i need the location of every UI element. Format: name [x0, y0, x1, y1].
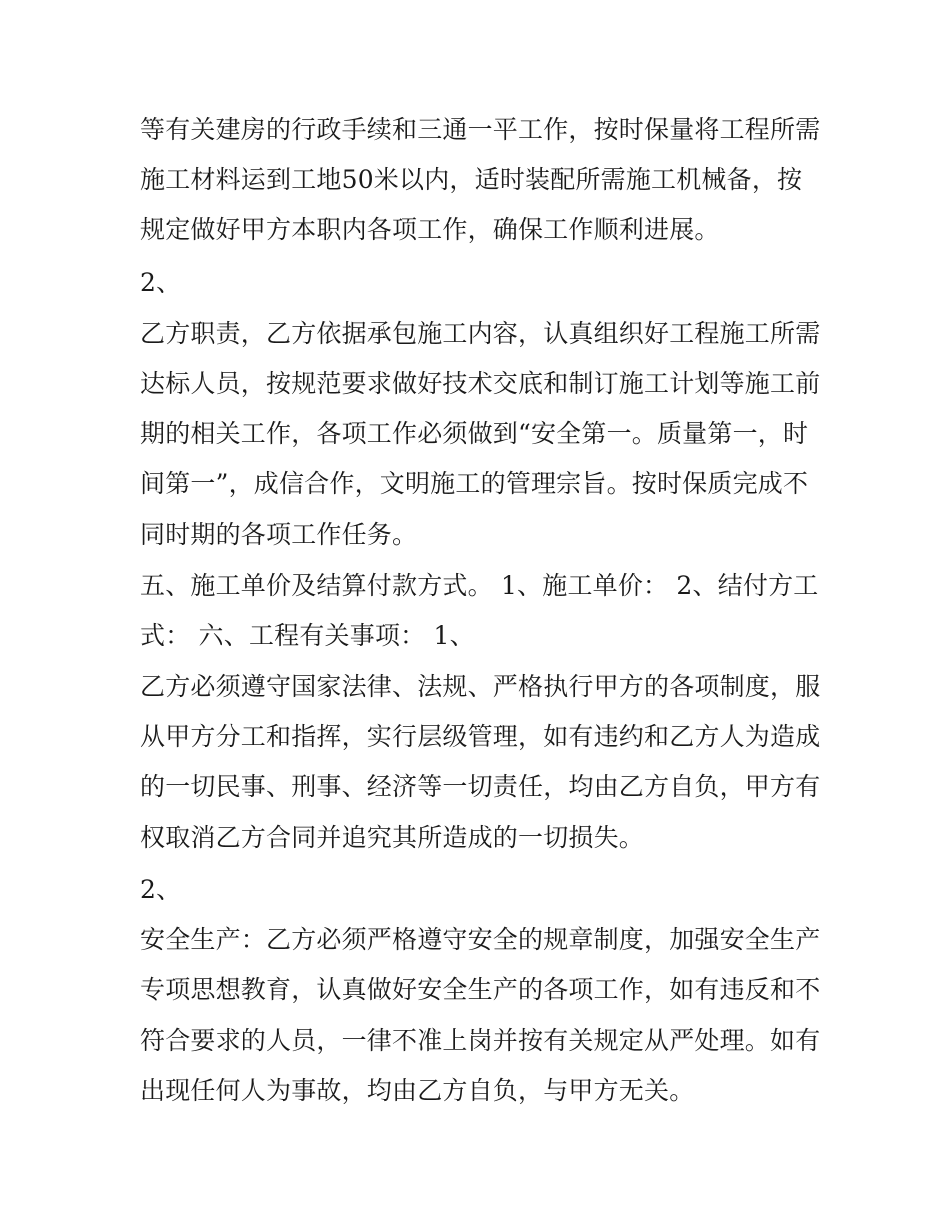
- text-line-10: 五、施工单价及结算付款方式。 1、施工单价： 2、结付方工: [140, 571, 819, 600]
- text-line-16: 2、: [140, 875, 182, 904]
- text-line-11: 式： 六、工程有关事项： 1、: [140, 621, 475, 650]
- text-line-13: 从甲方分工和指挥，实行层级管理，如有违约和乙方人为造成: [140, 722, 821, 751]
- text-line-2: 施工材料运到工地50米以内，适时装配所需施工机械备，按: [140, 165, 803, 194]
- text-line-9: 同时期的各项工作任务。: [140, 520, 418, 549]
- text-line-7: 期的相关工作，各项工作必须做到“安全第一。质量第一，时: [140, 419, 809, 448]
- text-line-18: 专项思想教育，认真做好安全生产的各项工作，如有违反和不: [140, 975, 821, 1004]
- text-line-15: 权取消乙方合同并追究其所造成的一切损失。: [140, 823, 645, 852]
- text-line-4: 2、: [140, 268, 182, 297]
- text-line-5: 乙方职责，乙方依据承包施工内容，认真组织好工程施工所需: [140, 319, 821, 348]
- text-line-8: 间第一”，成信合作，文明施工的管理宗旨。按时保质完成不: [140, 469, 809, 498]
- text-line-14: 的一切民事、刑事、经济等一切责任，均由乙方自负，甲方有: [140, 772, 821, 801]
- text-line-12: 乙方必须遵守国家法律、法规、严格执行甲方的各项制度，服: [140, 672, 821, 701]
- text-line-20: 出现任何人为事故，均由乙方自负，与甲方无关。: [140, 1076, 695, 1105]
- text-line-19: 符合要求的人员，一律不准上岗并按有关规定从严处理。如有: [140, 1026, 821, 1055]
- text-line-17: 安全生产：乙方必须严格遵守安全的规章制度，加强安全生产: [140, 925, 821, 954]
- text-line-6: 达标人员，按规范要求做好技术交底和制订施工计划等施工前: [140, 369, 821, 398]
- text-line-1: 等有关建房的行政手续和三通一平工作，按时保量将工程所需: [140, 115, 821, 144]
- text-line-3: 规定做好甲方本职内各项工作，确保工作顺利进展。: [140, 215, 720, 244]
